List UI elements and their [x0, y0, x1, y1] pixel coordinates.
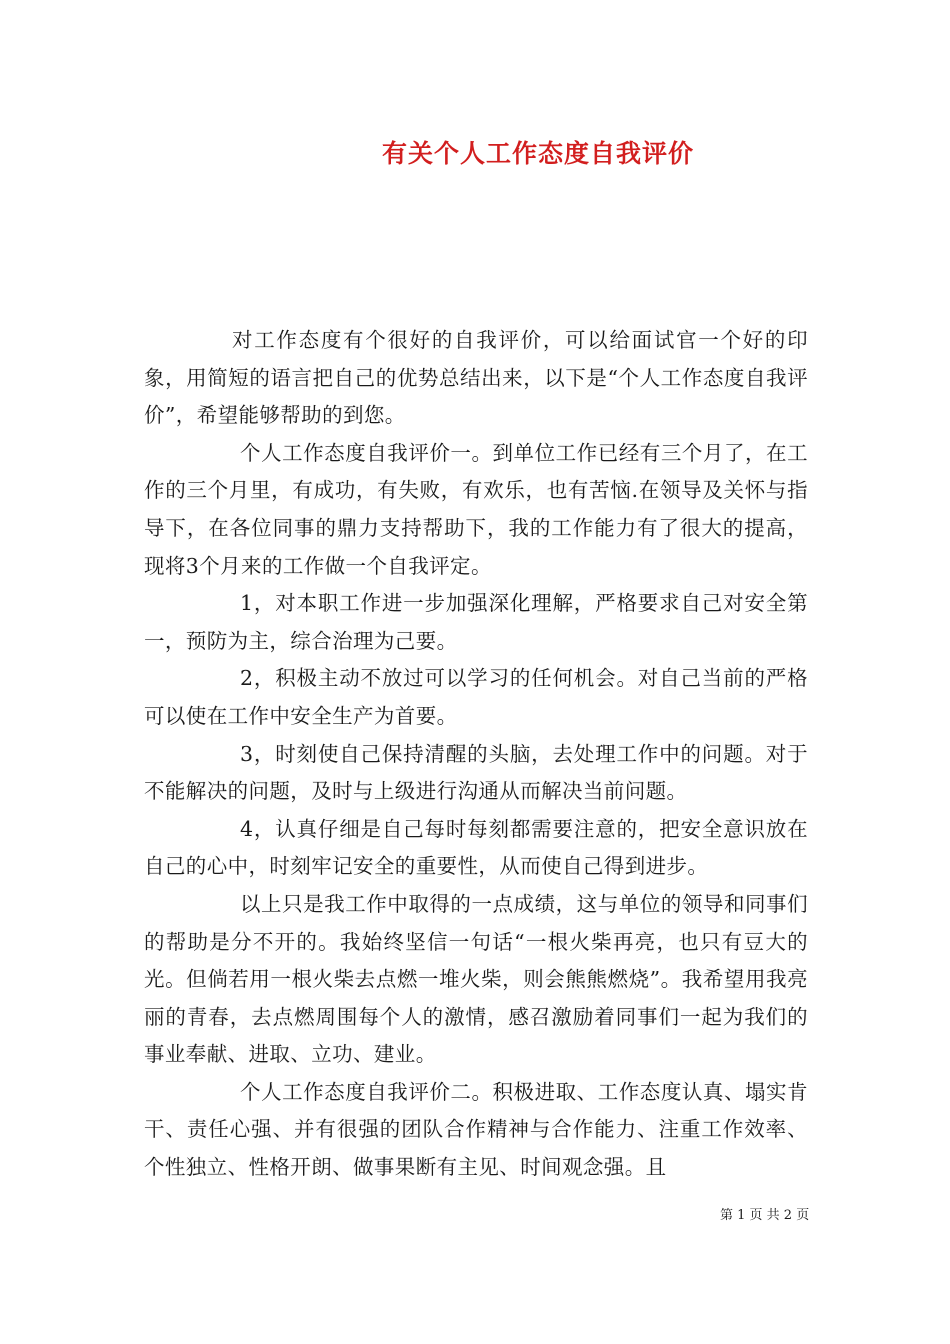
paragraph-summary: 以上只是我工作中取得的一点成绩，这与单位的领导和同事们的帮助是分不开的。我始终坚信一句话“一根火柴再亮，也只有豆大的光。但倘若用一根火柴去点燃一堆火柴，则会熊熊燃烧”。我希望用我亮丽的青春，去点燃周围每个人的激情，感召激励着同事们一起为我们的事业奉献、进取、立功、建业。: [144, 891, 808, 1067]
paragraph-point-1: 1，对本职工作进一步加强深化理解，严格要求自己对安全第一，预防为主，综合治理为己要。: [144, 591, 808, 653]
page-footer: 第 1 页 共 2 页: [720, 1208, 810, 1223]
paragraph-point-2: 2，积极主动不放过可以学习的任何机会。对自己当前的严格可以使在工作中安全生产为首要。: [144, 666, 808, 728]
paragraph-point-4: 4，认真仔细是自己每时每刻都需要注意的，把安全意识放在自己的心中，时刻牢记安全的重要性，从而使自己得到进步。: [144, 816, 808, 879]
document-body: [144, 322, 808, 1187]
document-title: 有关个人工作态度自我评价: [381, 139, 694, 168]
paragraph-intro: 对工作态度有个很好的自我评价，可以给面试官一个好的印象，用简短的语言把自己的优势总结出来，以下是“个人工作态度自我评价”，希望能够帮助的到您。: [144, 328, 808, 428]
paragraph-evaluation-one: 个人工作态度自我评价一。到单位工作已经有三个月了，在工作的三个月里，有成功，有失败，有欢乐，也有苦恼.在领导及关怀与指导下，在各位同事的鼎力支持帮助下，我的工作能力有了很大的提高，现将3个月来的工作做一个自我评定。: [144, 440, 808, 578]
paragraph-evaluation-two: 个人工作态度自我评价二。积极进取、工作态度认真、塌实肯干、责任心强、并有很强的团队合作精神与合作能力、注重工作效率、个性独立、性格开朗、做事果断有主见、时间观念强。且: [144, 1079, 808, 1180]
paragraph-point-3: 3，时刻使自己保持清醒的头脑，去处理工作中的问题。对于不能解决的问题，及时与上级进行沟通从而解决当前问题。: [144, 741, 808, 804]
